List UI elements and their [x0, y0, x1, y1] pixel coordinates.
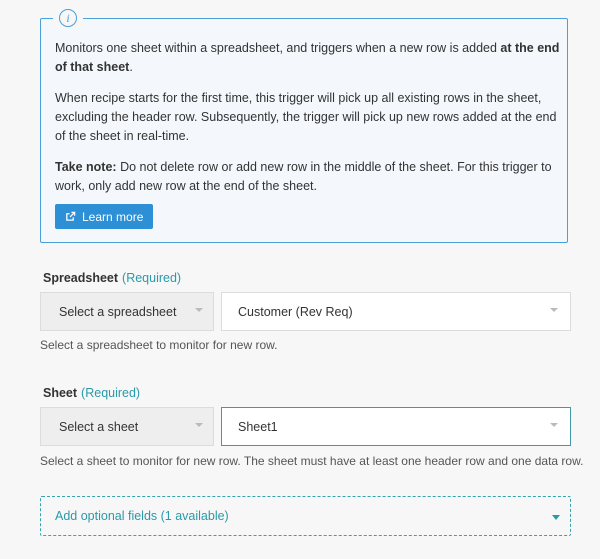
spreadsheet-label: [43, 271, 181, 285]
info-paragraph-3: [55, 158, 560, 196]
spreadsheet-mode-label: Select a spreadsheet: [59, 304, 177, 319]
chevron-down-icon: [195, 308, 203, 312]
trigger-info-box: [40, 10, 568, 243]
sheet-mode-select[interactable]: [40, 407, 214, 446]
spreadsheet-value-select[interactable]: [221, 292, 571, 331]
spreadsheet-label-text: Spreadsheet: [43, 271, 119, 285]
info-paragraph-2: When recipe starts for the first time, this trigger will pick up all existing rows in the sheet, excluding the header row. Subsequently, the trigger will pick up new rows added at the end of the sheet in real-time.: [55, 91, 557, 143]
info-paragraph-1: [55, 39, 560, 77]
chevron-down-icon: [195, 423, 203, 427]
learn-more-button[interactable]: [55, 204, 153, 229]
sheet-hint: Select a sheet to monitor for new row. The sheet must have at least one header row and one data row.: [40, 454, 584, 468]
sheet-mode-label: Select a sheet: [59, 419, 139, 434]
chevron-down-icon: [550, 308, 558, 312]
sheet-required-tag: (Required): [81, 386, 141, 400]
optional-fields-label: Add optional fields (1 available): [55, 509, 229, 523]
info-icon: i: [59, 9, 77, 27]
learn-more-label: Learn more: [82, 209, 144, 224]
add-optional-fields-button[interactable]: [40, 496, 571, 536]
info-p1-text: Monitors one sheet within a spreadsheet, and triggers when a new row is added: [55, 41, 501, 55]
sheet-value: Sheet1: [238, 419, 278, 434]
external-link-icon: [65, 211, 76, 222]
info-p1-end: .: [129, 60, 133, 74]
sheet-value-select[interactable]: [221, 407, 571, 446]
take-note-label: Take note:: [55, 160, 117, 174]
take-note-text: Do not delete row or add new row in the middle of the sheet. For this trigger to work, only add new row at the end of the sheet.: [55, 160, 552, 193]
chevron-down-icon: [550, 423, 558, 427]
spreadsheet-mode-select[interactable]: [40, 292, 214, 331]
chevron-down-icon: [552, 515, 560, 520]
spreadsheet-value: Customer (Rev Req): [238, 304, 353, 319]
info-text: [55, 39, 560, 208]
info-p1-bold: at the end of that sheet: [55, 41, 560, 74]
info-icon-wrap: [53, 9, 83, 27]
spreadsheet-required-tag: (Required): [122, 271, 182, 285]
sheet-label-text: Sheet: [43, 386, 78, 400]
spreadsheet-hint: Select a spreadsheet to monitor for new row.: [40, 338, 278, 352]
sheet-label: [43, 386, 140, 400]
